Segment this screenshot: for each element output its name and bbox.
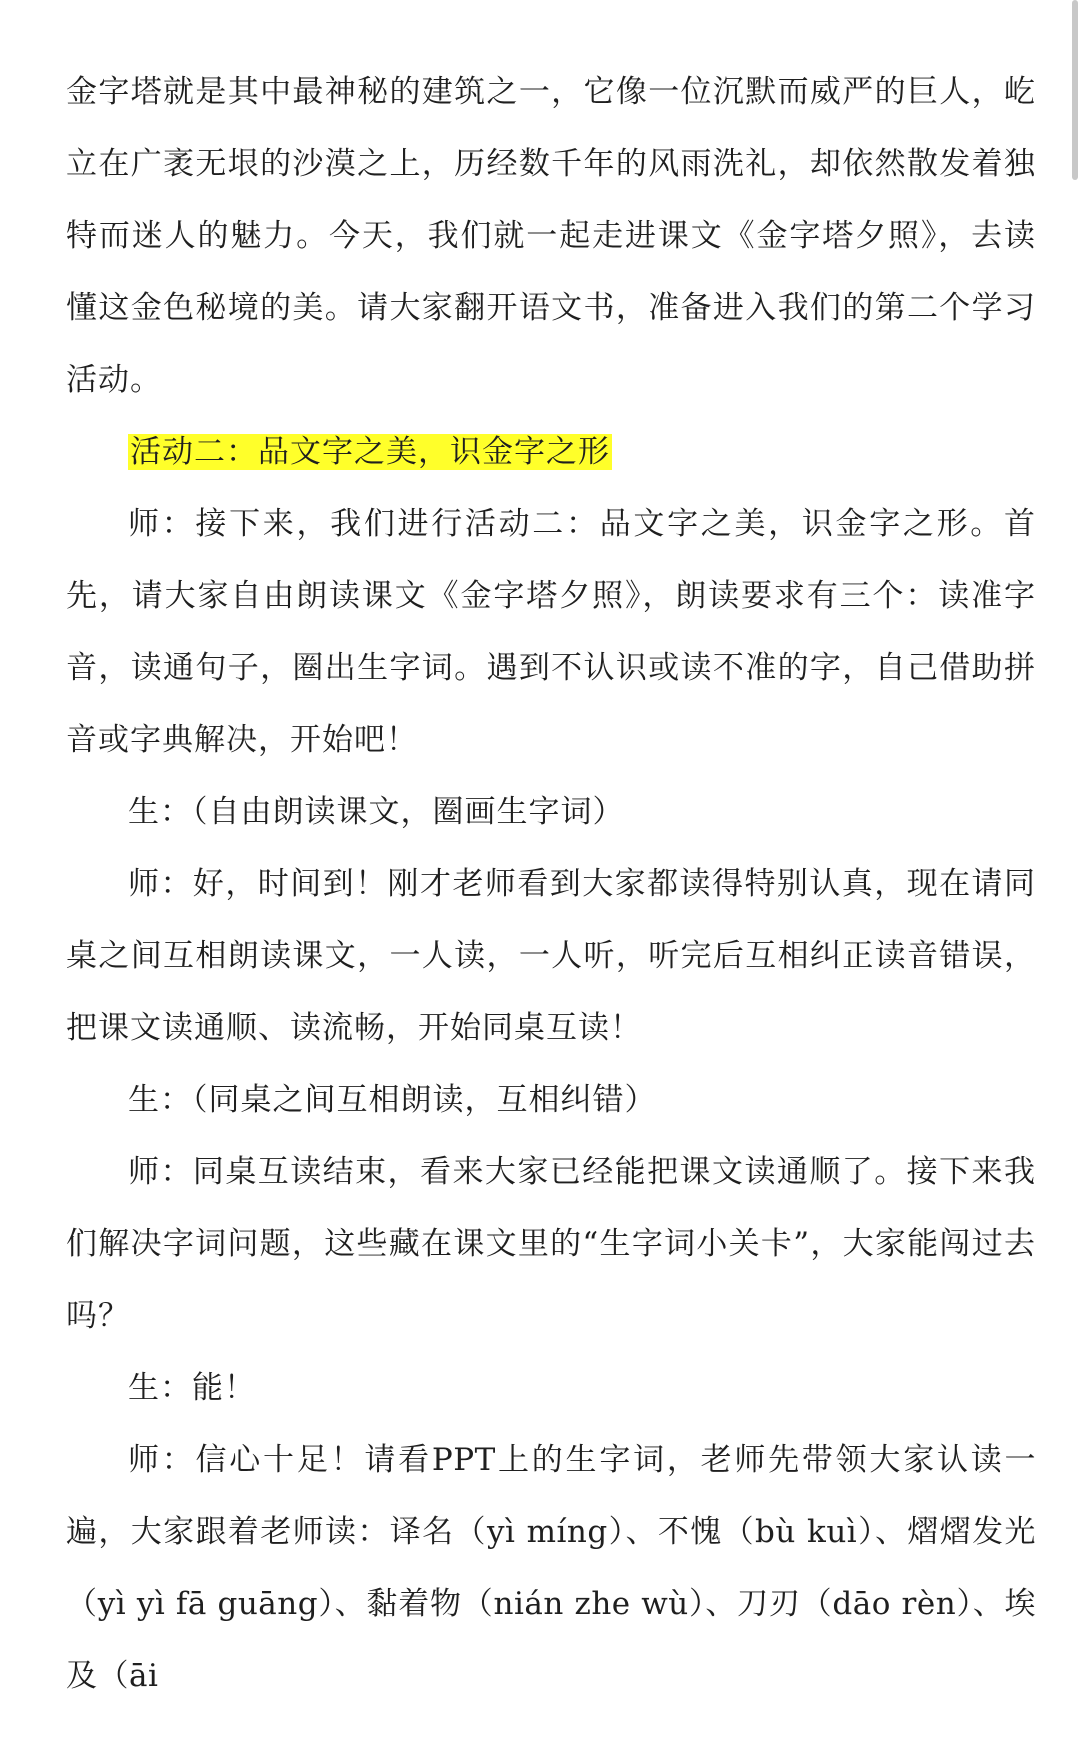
paragraph-teacher-4: 师：信心十足！请看PPT上的生字词，老师先带领大家认读一遍，大家跟着老师读：译名（yì míng）、不愧（bù kuì）、熠熠发光（yì yì fā guāng）、黏着物（nián zhe wù）、刀刃（dāo rèn）、埃及（āi	[66, 1442, 1036, 1694]
paragraph-student-2: 生：（同桌之间互相朗读，互相纠错）	[128, 1082, 657, 1118]
section-heading-activity-two	[66, 416, 1036, 488]
paragraph-teacher-1: 师：接下来，我们进行活动二：品文字之美，识金字之形。首先，请大家自由朗读课文《金字塔夕照》，朗读要求有三个：读准字音，读通句子，圈出生字词。遇到不认识或读不准的字，自己借助拼音或字典解决，开始吧！	[66, 506, 1036, 758]
paragraph-student-1: 生：（自由朗读课文，圈画生字词）	[128, 794, 625, 830]
scrollbar-track[interactable]	[1070, 0, 1080, 1743]
paragraph-student-3: 生：能！	[128, 1370, 256, 1406]
paragraph-intro: 金字塔就是其中最神秘的建筑之一，它像一位沉默而威严的巨人，屹立在广袤无垠的沙漠之上，历经数千年的风雨洗礼，却依然散发着独特而迷人的魅力。今天，我们就一起走进课文《金字塔夕照》，去读懂这金色秘境的美。请大家翻开语文书，准备进入我们的第二个学习活动。	[66, 74, 1036, 398]
paragraph-teacher-3: 师：同桌互读结束，看来大家已经能把课文读通顺了。接下来我们解决字词问题，这些藏在课文里的“生字词小关卡”，大家能闯过去吗？	[66, 1154, 1036, 1334]
scrollbar-thumb[interactable]	[1072, 0, 1078, 180]
paragraph-teacher-2: 师：好，时间到！刚才老师看到大家都读得特别认真，现在请同桌之间互相朗读课文，一人读，一人听，听完后互相纠正读音错误，把课文读通顺、读流畅，开始同桌互读！	[66, 866, 1036, 1046]
highlighted-heading: 活动二：品文字之美，识金字之形	[130, 434, 610, 470]
document-body	[66, 56, 1036, 1712]
